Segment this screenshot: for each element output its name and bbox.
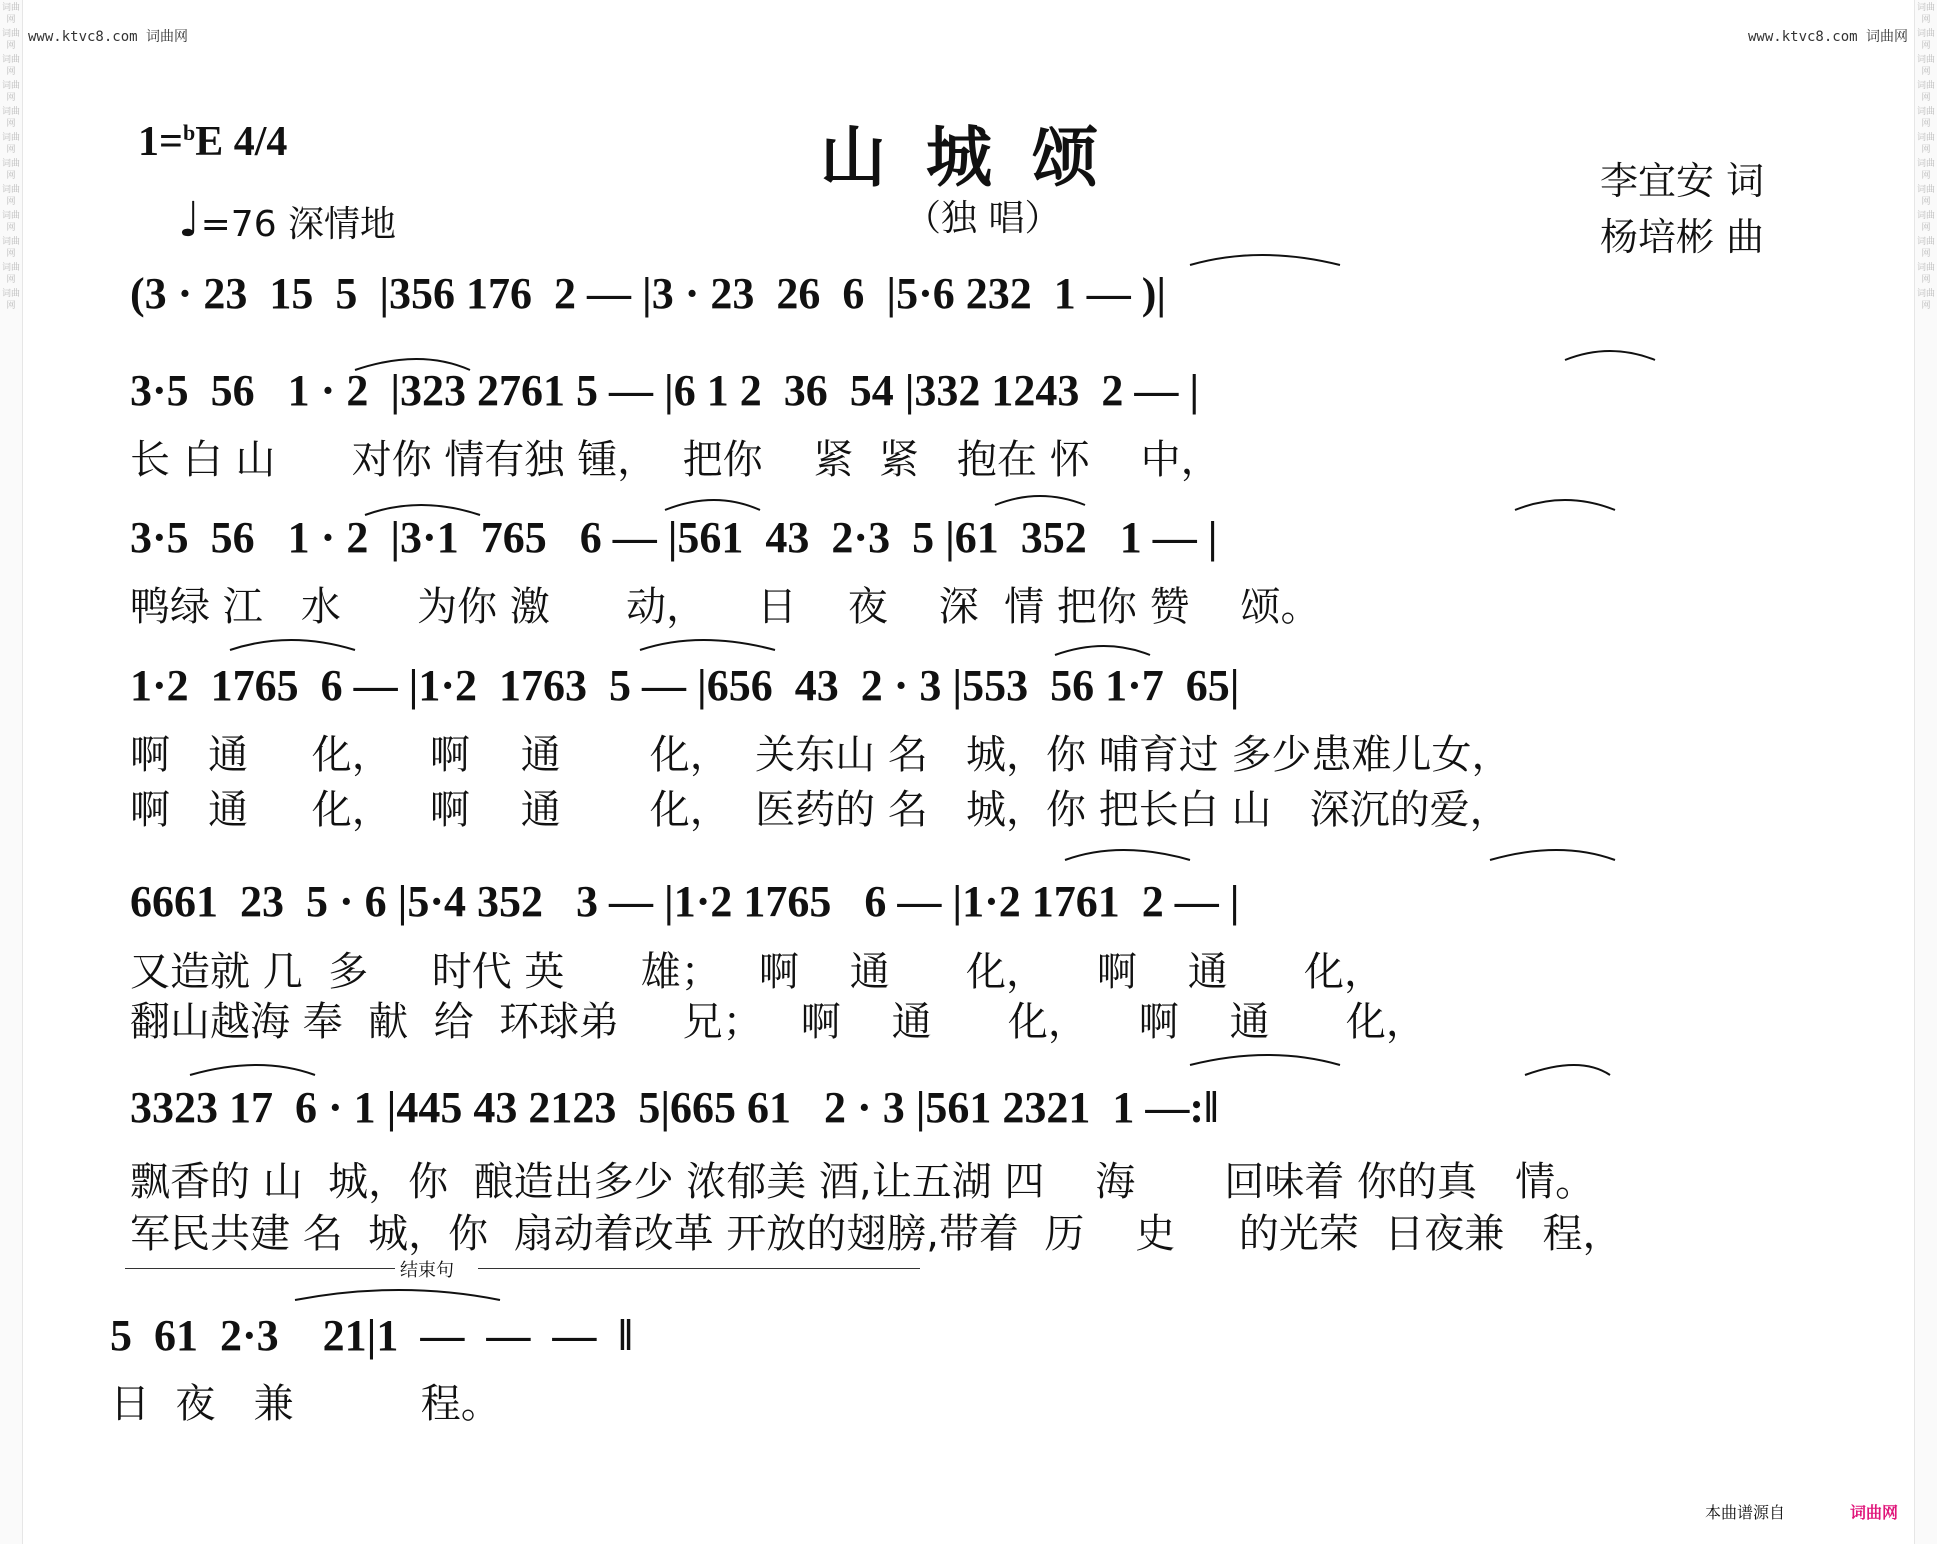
page-title: 山城颂	[820, 118, 1138, 196]
lyric-line-1: 长 白 山 对你 情有独 锺， 把你 紧 紧 抱在 怀 中，	[130, 437, 1221, 483]
ending-label: 结束句	[400, 1260, 454, 1281]
side-watermark-text: 词曲网	[1, 3, 20, 25]
notation-row-5: 6661 23 5 · 6 |5·4 352 3 — |1·2 1765 6 — |1·2 1761 2 — |	[130, 877, 1240, 926]
side-watermark-text: 词曲网	[1, 237, 20, 259]
ending-bracket-line-left	[125, 1268, 395, 1269]
notation-row-6: 3323 17 6 · 1 |445 43 2123 5|665 61 2 · 3 |561 2321 1 —:‖	[130, 1083, 1219, 1132]
side-watermark-text: 词曲网	[1916, 55, 1935, 77]
key-prefix: 1=	[138, 119, 183, 165]
side-watermark-text: 词曲网	[1916, 107, 1935, 129]
quarter-note-icon: ♩	[178, 192, 201, 248]
notation-row-ending: 5 61 2·3 21|1 — — — ‖	[110, 1311, 633, 1360]
notation-row-2: 3·5 56 1 · 2 |323 2761 5 — |6 1 2 36 54 |332 1243 2 — |	[130, 366, 1200, 415]
key-meter: E 4/4	[195, 119, 288, 165]
side-watermark-text: 词曲网	[1, 81, 20, 103]
lyric-line-2: 鸭绿 江 水 为你 激 动， 日 夜 深 情 把你 赞 颂。	[130, 584, 1321, 630]
side-watermark-text: 词曲网	[1916, 185, 1935, 207]
side-watermark-text: 词曲网	[1916, 81, 1935, 103]
notation-row-1: (3 · 23 15 5 |356 176 2 — |3 · 23 26 6 |5·6 232 1 — )|	[130, 269, 1167, 318]
tempo-text: =76 深情地	[200, 204, 397, 245]
footer-source-text: 本曲谱源自	[1705, 1503, 1786, 1522]
subtitle: （独 唱）	[905, 198, 1061, 239]
side-watermark-text: 词曲网	[1, 211, 20, 233]
ending-bracket-line-right	[478, 1268, 920, 1269]
key-flat: b	[182, 120, 196, 145]
side-watermark-text: 词曲网	[1, 263, 20, 285]
header-left-url: www.ktvc8.com 词曲网	[28, 29, 189, 45]
side-watermark-text: 词曲网	[1916, 159, 1935, 181]
side-watermark-text: 词曲网	[1916, 29, 1935, 51]
side-watermark-text: 词曲网	[1, 55, 20, 77]
side-watermark-text: 词曲网	[1916, 3, 1935, 25]
side-watermark-text: 词曲网	[1916, 263, 1935, 285]
lyric-line-4: 啊 通 化， 啊 通 化， 医药的 名 城，你 把长白 山 深沉的爱，	[130, 787, 1510, 833]
side-watermark-text: 词曲网	[1, 107, 20, 129]
lyric-line-6: 翻山越海 奉 献 给 环球弟 兄； 啊 通 化， 啊 通 化，	[130, 999, 1426, 1045]
notation-row-3: 3·5 56 1 · 2 |3·1 765 6 — |561 43 2·3 5 |61 352 1 — |	[130, 513, 1218, 562]
side-watermark-text: 词曲网	[1, 289, 20, 311]
lyric-line-5: 又造就 几 多 时代 英 雄； 啊 通 化， 啊 通 化，	[130, 949, 1385, 995]
side-watermark-text: 词曲网	[1916, 133, 1935, 155]
lyricist-credit: 李宜安 词	[1600, 159, 1765, 203]
notation-row-4: 1·2 1765 6 — |1·2 1763 5 — |656 43 2 · 3 |553 56 1·7 65|	[130, 661, 1240, 710]
side-watermark-text: 词曲网	[1916, 289, 1935, 311]
lyric-line-7: 飘香的 山 城，你 酿造出多少 浓郁美 酒,让五湖 四 海 回味着 你的真 情。	[130, 1159, 1596, 1205]
composer-credit: 杨培彬 曲	[1600, 215, 1765, 259]
header-right-url: www.ktvc8.com 词曲网	[1748, 29, 1909, 45]
side-watermark-text: 词曲网	[1, 133, 20, 155]
side-watermark-text: 词曲网	[1, 185, 20, 207]
footer-site-link[interactable]: 词曲网	[1850, 1503, 1899, 1522]
lyric-line-ending: 日 夜 兼 程。	[110, 1381, 501, 1427]
lyric-line-8: 军民共建 名 城，你 扇动着改革 开放的翅膀,带着 历 史 的光荣 日夜兼 程，	[130, 1211, 1623, 1257]
side-watermark-text: 词曲网	[1, 29, 20, 51]
side-watermark-text: 词曲网	[1916, 237, 1935, 259]
side-watermark-text: 词曲网	[1916, 211, 1935, 233]
lyric-line-3: 啊 通 化， 啊 通 化， 关东山 名 城，你 哺育过 多少患难儿女，	[130, 732, 1512, 778]
side-watermark-text: 词曲网	[1, 159, 20, 181]
